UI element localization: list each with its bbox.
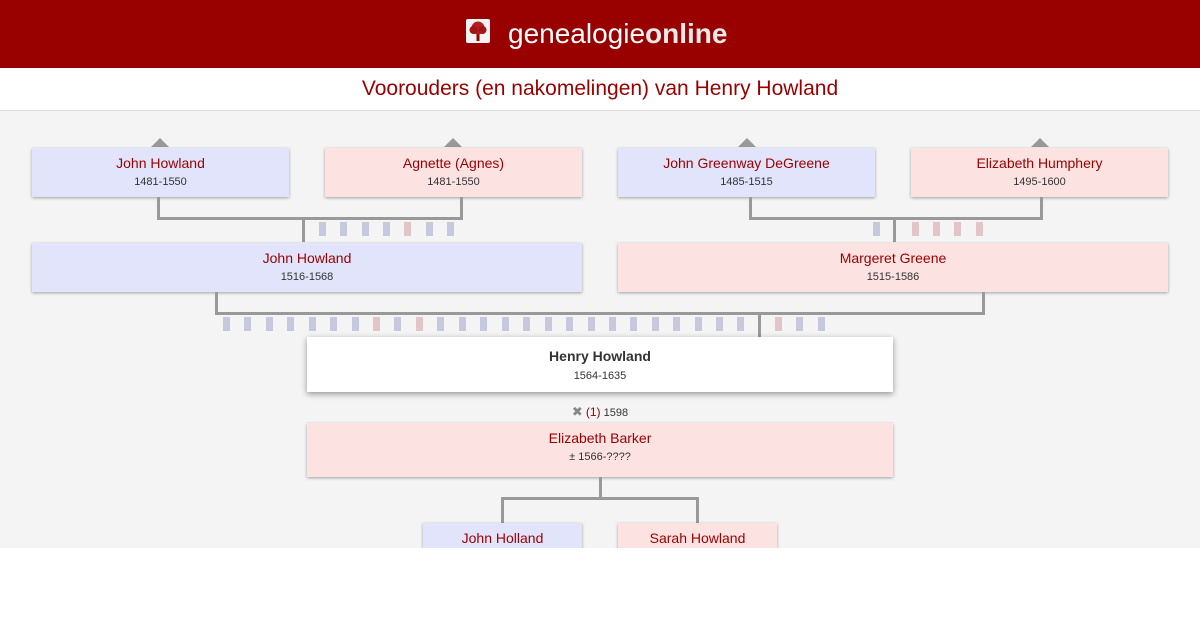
sibling-marker-male[interactable] — [737, 317, 744, 331]
person-name: John Greenway DeGreene — [663, 155, 830, 171]
person-card-grandmother-paternal[interactable] — [325, 148, 582, 197]
marriage-info — [0, 405, 1200, 420]
sibling-marker-male[interactable] — [447, 222, 454, 236]
sibling-marker-male[interactable] — [545, 317, 552, 331]
person-name: Sarah Howland — [649, 530, 746, 546]
person-dates: 1481-1550 — [427, 176, 480, 188]
sibling-marker-female[interactable] — [954, 222, 961, 236]
marriage-number[interactable]: (1) — [585, 405, 601, 419]
connector-line — [982, 292, 985, 314]
brand-part2: online — [645, 18, 728, 49]
sibling-marker-male[interactable] — [330, 317, 337, 331]
person-dates: ± 1566-???? — [569, 451, 631, 463]
person-name: John Howland — [262, 250, 352, 266]
sibling-marker-female[interactable] — [976, 222, 983, 236]
sibling-marker-male[interactable] — [652, 317, 659, 331]
person-name: John Howland — [116, 155, 205, 171]
site-header — [0, 0, 1200, 68]
connector-line — [501, 497, 504, 523]
sibling-marker-male[interactable] — [362, 222, 369, 236]
pedigree-chart — [0, 111, 1200, 548]
person-card-father[interactable] — [32, 243, 582, 292]
sibling-marker-female[interactable] — [912, 222, 919, 236]
sibling-marker-male[interactable] — [818, 317, 825, 331]
sibling-marker-male[interactable] — [266, 317, 273, 331]
person-dates: 1515-1586 — [866, 271, 920, 283]
sibling-marker-male[interactable] — [244, 317, 251, 331]
connector-line — [893, 217, 896, 242]
expand-ancestors-arrow-icon[interactable] — [738, 138, 756, 147]
sibling-marker-male[interactable] — [630, 317, 637, 331]
person-name: Elizabeth Barker — [548, 430, 652, 446]
sibling-marker-male[interactable] — [287, 317, 294, 331]
connector-line — [1040, 197, 1043, 219]
person-name: Elizabeth Humphery — [976, 155, 1103, 171]
sibling-marker-male[interactable] — [673, 317, 680, 331]
person-card-mother[interactable] — [618, 243, 1168, 292]
marriage-year: 1598 — [603, 407, 629, 419]
connector-line — [157, 217, 463, 220]
connector-line — [215, 312, 985, 315]
person-dates: 1495-1600 — [1013, 176, 1066, 188]
sibling-marker-male[interactable] — [426, 222, 433, 236]
tree-icon[interactable] — [466, 19, 490, 43]
marriage-icon: ✖ — [571, 404, 583, 419]
person-card-child[interactable] — [423, 523, 582, 548]
sibling-marker-male[interactable] — [394, 317, 401, 331]
connector-line — [501, 497, 699, 500]
person-name: Margeret Greene — [839, 250, 947, 266]
person-dates: 1564-1635 — [573, 370, 627, 382]
person-card-grandfather-paternal[interactable] — [32, 148, 289, 197]
sibling-marker-male[interactable] — [437, 317, 444, 331]
person-card-grandfather-maternal[interactable] — [618, 148, 875, 197]
sibling-marker-male[interactable] — [480, 317, 487, 331]
connector-line — [696, 497, 699, 523]
sibling-marker-male[interactable] — [502, 317, 509, 331]
connector-line — [758, 312, 761, 337]
sibling-marker-male[interactable] — [319, 222, 326, 236]
sibling-marker-male[interactable] — [609, 317, 616, 331]
sibling-marker-female[interactable] — [416, 317, 423, 331]
sibling-marker-male[interactable] — [588, 317, 595, 331]
sibling-marker-male[interactable] — [383, 222, 390, 236]
title-bar — [0, 68, 1200, 111]
person-dates: 1485-1515 — [720, 176, 773, 188]
sibling-marker-male[interactable] — [695, 317, 702, 331]
sibling-marker-male[interactable] — [459, 317, 466, 331]
page-title: Voorouders (en nakomelingen) van Henry Howland — [361, 77, 839, 100]
connector-line — [749, 217, 1043, 220]
person-name: Agnette (Agnes) — [402, 155, 505, 171]
sibling-marker-male[interactable] — [223, 317, 230, 331]
connector-line — [302, 217, 305, 242]
expand-ancestors-arrow-icon[interactable] — [1031, 138, 1049, 147]
expand-ancestors-arrow-icon[interactable] — [444, 138, 462, 147]
expand-ancestors-arrow-icon[interactable] — [151, 138, 169, 147]
sibling-marker-female[interactable] — [933, 222, 940, 236]
sibling-marker-female[interactable] — [373, 317, 380, 331]
brand-part1: genealogie — [508, 18, 646, 49]
person-dates: 1481-1550 — [134, 176, 187, 188]
connector-line — [749, 197, 752, 219]
site-logo[interactable] — [508, 17, 727, 51]
person-name: John Holland — [461, 530, 544, 546]
sibling-marker-male[interactable] — [523, 317, 530, 331]
sibling-marker-male[interactable] — [796, 317, 803, 331]
sibling-marker-male[interactable] — [566, 317, 573, 331]
person-card-main[interactable] — [307, 337, 893, 392]
person-card-spouse[interactable] — [307, 423, 893, 477]
person-name: Henry Howland — [549, 348, 651, 364]
sibling-marker-male[interactable] — [716, 317, 723, 331]
connector-line — [157, 197, 160, 219]
person-card-child[interactable] — [618, 523, 777, 548]
connector-line — [215, 292, 218, 314]
sibling-marker-male[interactable] — [340, 222, 347, 236]
sibling-marker-male[interactable] — [873, 222, 880, 236]
person-dates: 1516-1568 — [280, 271, 334, 283]
sibling-marker-female[interactable] — [775, 317, 782, 331]
sibling-marker-female[interactable] — [404, 222, 411, 236]
connector-line — [460, 197, 463, 219]
sibling-marker-male[interactable] — [309, 317, 316, 331]
person-card-grandmother-maternal[interactable] — [911, 148, 1168, 197]
sibling-marker-male[interactable] — [352, 317, 359, 331]
connector-line — [599, 477, 602, 499]
